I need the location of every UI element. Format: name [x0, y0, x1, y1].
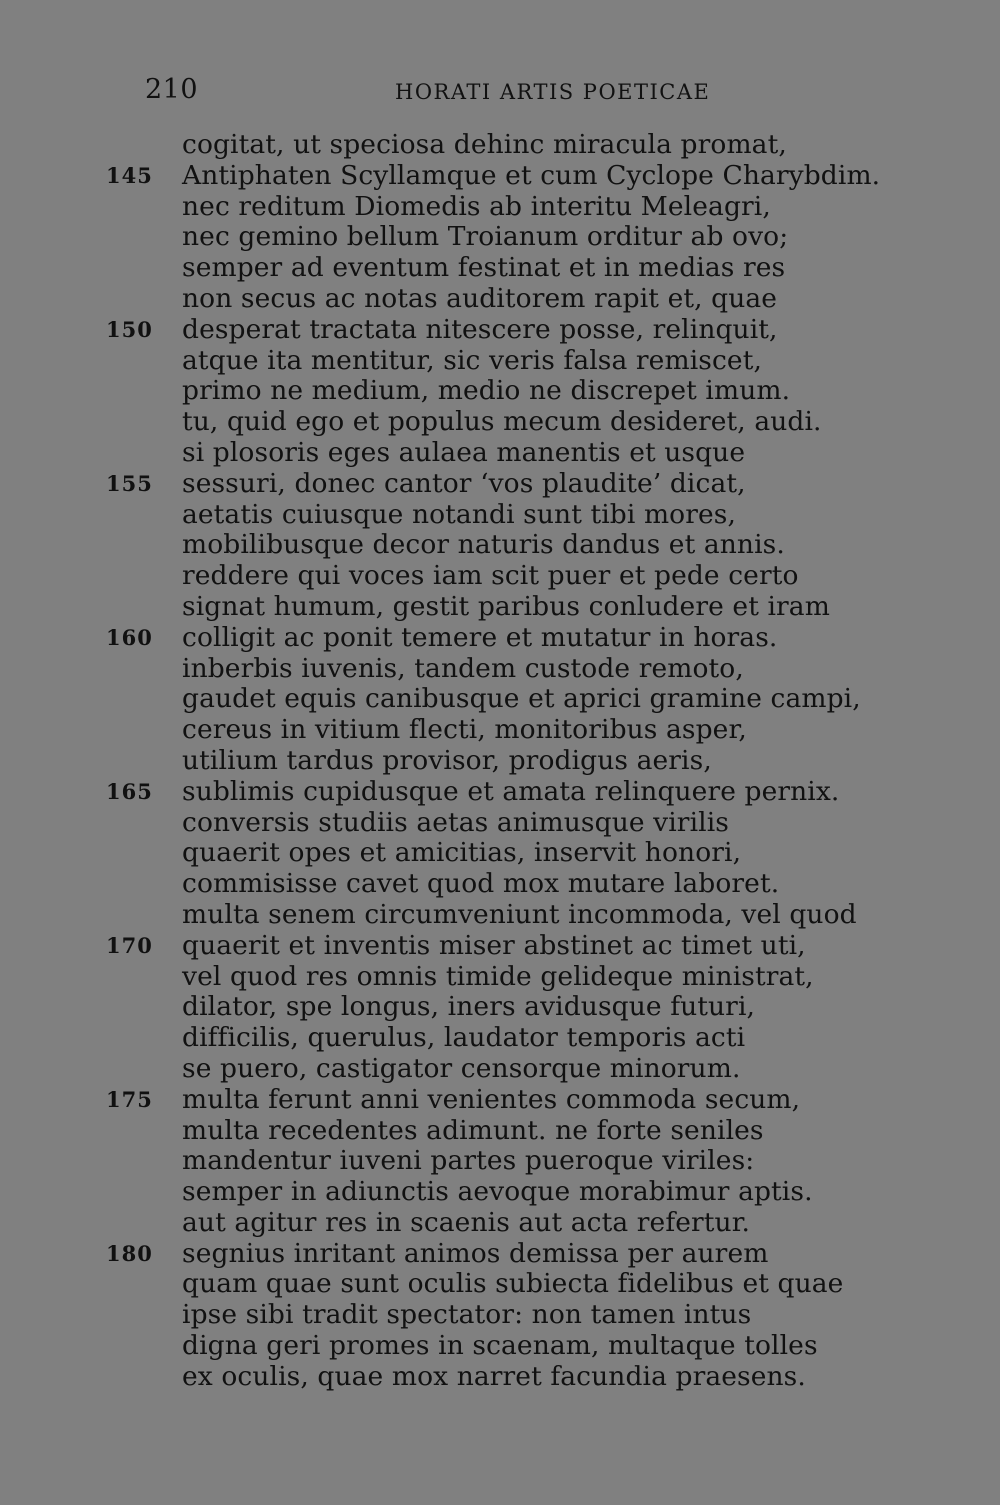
- verse-line: [0, 992, 1000, 1023]
- verse-text: desperat tractata nitescere posse, relinquit,: [182, 313, 778, 345]
- verse-text: mandentur iuveni partes pueroque viriles:: [182, 1145, 755, 1177]
- verse-line: [0, 654, 1000, 685]
- verse-line: [0, 284, 1000, 315]
- line-number: 155: [106, 470, 153, 496]
- verse-text: nec reditum Diomedis ab interitu Meleagri,: [182, 190, 771, 222]
- verse-text: tu, quid ego et populus mecum desideret, audi.: [182, 406, 822, 438]
- verse-text: utilium tardus provisor, prodigus aeris,: [182, 744, 712, 776]
- verse-line: [0, 962, 1000, 993]
- verse-line: [0, 808, 1000, 839]
- verse-line: [0, 1239, 1000, 1270]
- page-header: [0, 74, 1000, 114]
- verse-text: colligit ac ponit temere et mutatur in horas.: [182, 621, 778, 653]
- verse-line: [0, 1362, 1000, 1393]
- verse-line: [0, 1085, 1000, 1116]
- verse-text: se puero, castigator censorque minorum.: [182, 1052, 741, 1084]
- verse-text: vel quod res omnis timide gelideque ministrat,: [182, 960, 814, 992]
- line-number: 180: [106, 1240, 153, 1266]
- verse-line: [0, 1300, 1000, 1331]
- verse-text: ex oculis, quae mox narret facundia praesens.: [182, 1360, 806, 1392]
- line-number: 175: [106, 1086, 153, 1112]
- verse-text: digna geri promes in scaenam, multaque tolles: [182, 1330, 818, 1362]
- verse-line: [0, 931, 1000, 962]
- verse-text: quaerit et inventis miser abstinet ac timet uti,: [182, 929, 806, 961]
- verse-text: ipse sibi tradit spectator: non tamen intus: [182, 1299, 752, 1331]
- verse-line: [0, 869, 1000, 900]
- verse-text: cereus in vitium flecti, monitoribus asper,: [182, 714, 747, 746]
- verse-text: reddere qui voces iam scit puer et pede certo: [182, 560, 799, 592]
- verse-line: [0, 192, 1000, 223]
- verse-line: [0, 684, 1000, 715]
- verse-text: quam quae sunt oculis subiecta fidelibus et quae: [182, 1268, 844, 1300]
- verse-line: [0, 407, 1000, 438]
- verse-line: [0, 1177, 1000, 1208]
- line-number: 150: [106, 316, 153, 342]
- verse-text: Antiphaten Scyllamque et cum Cyclope Charybdim.: [182, 159, 881, 191]
- verse-line: [0, 253, 1000, 284]
- verse-text: dilator, spe longus, iners avidusque futuri,: [182, 991, 756, 1023]
- verse-text: multa recedentes adimunt. ne forte seniles: [182, 1114, 764, 1146]
- verse-text: segnius inritant animos demissa per aurem: [182, 1237, 769, 1269]
- verse-line: [0, 438, 1000, 469]
- verse-line: [0, 530, 1000, 561]
- verse-line: [0, 1269, 1000, 1300]
- verse-text: atque ita mentitur, sic veris falsa remiscet,: [182, 344, 762, 376]
- verse-line: [0, 623, 1000, 654]
- verse-line: [0, 1208, 1000, 1239]
- verse-text: gaudet equis canibusque et aprici gramine campi,: [182, 683, 861, 715]
- verse-line: [0, 1023, 1000, 1054]
- verse-text: aut agitur res in scaenis aut acta refertur.: [182, 1206, 751, 1238]
- page-number: 210: [145, 74, 199, 105]
- verse-text: inberbis iuvenis, tandem custode remoto,: [182, 652, 744, 684]
- verse-line: [0, 561, 1000, 592]
- verse-line: [0, 469, 1000, 500]
- verse-line: [0, 222, 1000, 253]
- verse-text: semper ad eventum festinat et in medias res: [182, 252, 786, 284]
- verse-line: [0, 777, 1000, 808]
- verse-text: mobilibusque decor naturis dandus et annis.: [182, 529, 785, 561]
- verse-line: [0, 1331, 1000, 1362]
- verse-line: [0, 746, 1000, 777]
- verse-line: [0, 315, 1000, 346]
- verse-line: [0, 376, 1000, 407]
- verse-text: multa senem circumveniunt incommoda, vel quod: [182, 898, 857, 930]
- line-number: 160: [106, 624, 153, 650]
- verse-text: si plosoris eges aulaea manentis et usque: [182, 436, 746, 468]
- verse-text: primo ne medium, medio ne discrepet imum.: [182, 375, 791, 407]
- line-number: 170: [106, 932, 153, 958]
- verse-text: conversis studiis aetas animusque virilis: [182, 806, 730, 838]
- verse-text: aetatis cuiusque notandi sunt tibi mores,: [182, 498, 737, 530]
- poem-text: [0, 130, 1000, 1393]
- verse-text: nec gemino bellum Troianum orditur ab ovo;: [182, 221, 789, 253]
- verse-text: sessuri, donec cantor ‘vos plaudite’ dicat,: [182, 467, 746, 499]
- verse-text: signat humum, gestit paribus conludere et iram: [182, 590, 830, 622]
- verse-text: quaerit opes et amicitias, inservit honori,: [182, 837, 742, 869]
- verse-text: non secus ac notas auditorem rapit et, quae: [182, 282, 778, 314]
- line-number: 165: [106, 778, 153, 804]
- verse-line: [0, 161, 1000, 192]
- verse-text: semper in adiunctis aevoque morabimur aptis.: [182, 1176, 813, 1208]
- verse-text: sublimis cupidusque et amata relinquere pernix.: [182, 775, 840, 807]
- verse-line: [0, 130, 1000, 161]
- verse-line: [0, 900, 1000, 931]
- verse-line: [0, 500, 1000, 531]
- verse-line: [0, 838, 1000, 869]
- verse-line: [0, 715, 1000, 746]
- verse-text: cogitat, ut speciosa dehinc miracula promat,: [182, 129, 787, 160]
- verse-text: multa ferunt anni venientes commoda secum,: [182, 1083, 801, 1115]
- verse-line: [0, 346, 1000, 377]
- verse-line: [0, 592, 1000, 623]
- verse-text: difficilis, querulus, laudator temporis acti: [182, 1022, 746, 1054]
- verse-line: [0, 1146, 1000, 1177]
- verse-line: [0, 1054, 1000, 1085]
- line-number: 145: [106, 162, 153, 188]
- verse-line: [0, 1116, 1000, 1147]
- running-title: HORATI ARTIS POETICAE: [395, 80, 711, 104]
- verse-text: commisisse cavet quod mox mutare laboret.: [182, 868, 780, 900]
